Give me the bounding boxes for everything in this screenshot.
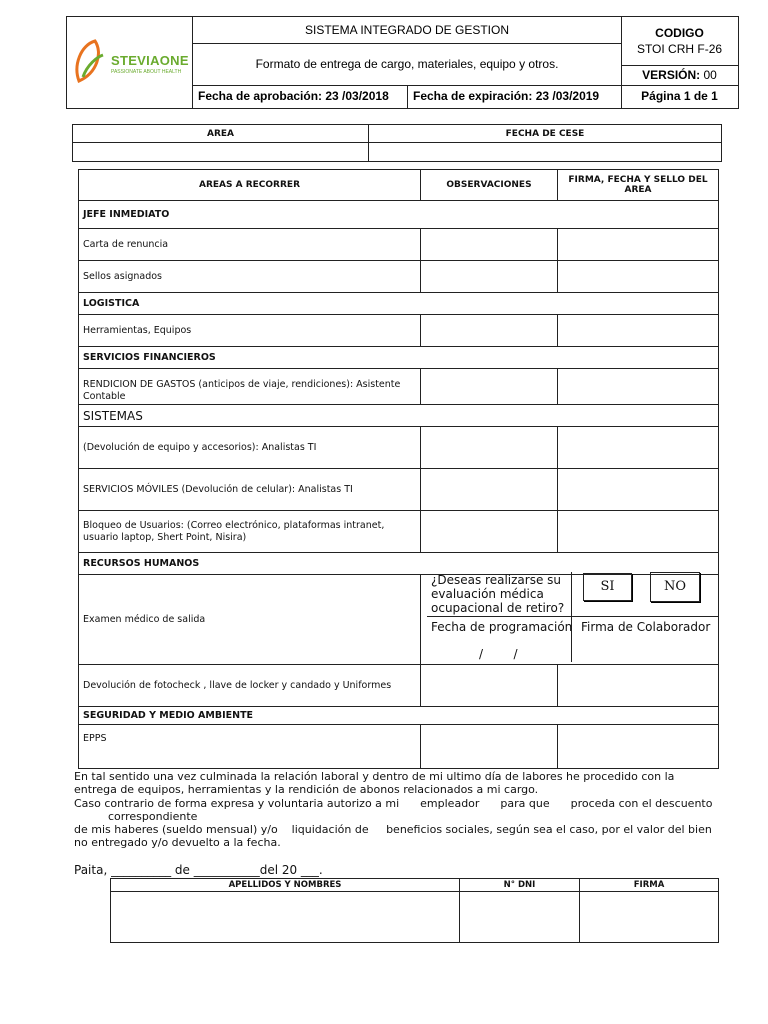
area-header: AREA bbox=[73, 125, 369, 143]
firma-cell[interactable] bbox=[558, 665, 719, 707]
version-value: 00 bbox=[703, 68, 717, 82]
format-title: Formato de entrega de cargo, materiales, equipo y otros. bbox=[255, 57, 559, 71]
section-sistemas: SISTEMAS bbox=[79, 405, 719, 427]
fecha-aprobacion: Fecha de aprobación: 23 /03/2018 bbox=[198, 89, 389, 103]
codigo-value: STOI CRH F-26 bbox=[636, 42, 723, 56]
leaf-logo-icon bbox=[73, 37, 107, 87]
firma-cell[interactable] bbox=[558, 427, 719, 469]
observaciones-cell[interactable] bbox=[421, 665, 558, 707]
logo-name: STEVIAONE bbox=[111, 53, 189, 68]
system-title: SISTEMA INTEGRADO DE GESTION bbox=[304, 23, 510, 37]
item-bloqueo-usuarios: Bloqueo de Usuarios: (Correo electrónico, plataformas intranet, usuario laptop, Shert Point, Nisira) bbox=[79, 511, 421, 553]
signature-table bbox=[110, 878, 719, 943]
firma-cell[interactable] bbox=[558, 511, 719, 553]
observaciones-cell[interactable] bbox=[421, 725, 558, 769]
item-devolucion-fotocheck: Devolución de fotocheck , llave de locker y candado y Uniformes bbox=[79, 665, 421, 707]
item-devolucion-equipo: (Devolución de equipo y accesorios): Analistas TI bbox=[79, 427, 421, 469]
dni-field[interactable] bbox=[460, 892, 580, 943]
place-date-line[interactable]: Paita, __________ de ___________del 20 ___. bbox=[74, 863, 323, 877]
paragraph-2-cont: correspondiente bbox=[108, 810, 198, 823]
item-rendicion-gastos: RENDICION DE GASTOS (anticipos de viaje, rendiciones): Asistente Contable bbox=[79, 369, 421, 405]
version-label: VERSIÓN: bbox=[642, 68, 701, 82]
codigo-label: CODIGO bbox=[655, 26, 704, 40]
paragraph-3: de mis haberes (sueldo mensual) y/o liquidación de beneficios sociales, según sea el caso, por el valor del bien no entregado y/o devuelto a la fecha. bbox=[74, 823, 716, 849]
col-areas-header: AREAS A RECORRER bbox=[79, 170, 421, 201]
section-recursos-humanos: RECURSOS HUMANOS bbox=[79, 553, 719, 575]
firma-cell[interactable] bbox=[558, 369, 719, 405]
logo-tagline: PASSIONATE ABOUT HEALTH bbox=[111, 69, 182, 75]
fecha-cese-field[interactable] bbox=[369, 143, 722, 162]
no-checkbox[interactable]: NO bbox=[650, 572, 700, 602]
checklist-table bbox=[78, 169, 719, 769]
firma-cell[interactable] bbox=[558, 229, 719, 261]
apellidos-header: APELLIDOS Y NOMBRES bbox=[111, 879, 460, 892]
paragraph-1: En tal sentido una vez culminada la relación laboral y dentro de mi ultimo día de labores he procedido con la entrega de equipos, herramientas y la rendición de abonos relacionados a mi cargo. bbox=[74, 770, 675, 796]
firma-cell[interactable] bbox=[558, 315, 719, 347]
firma-header: FIRMA bbox=[580, 879, 719, 892]
observaciones-cell[interactable] bbox=[421, 261, 558, 293]
fecha-cese-header: FECHA DE CESE bbox=[369, 125, 722, 143]
section-jefe-inmediato: JEFE INMEDIATO bbox=[79, 201, 719, 229]
item-epps: EPPS bbox=[79, 725, 421, 769]
dni-header: N° DNI bbox=[460, 879, 580, 892]
version-line bbox=[621, 68, 738, 82]
section-logistica: LOGISTICA bbox=[79, 293, 719, 315]
firma-cell[interactable] bbox=[558, 261, 719, 293]
observaciones-cell[interactable] bbox=[421, 229, 558, 261]
item-sellos-asignados: Sellos asignados bbox=[79, 261, 421, 293]
item-servicios-moviles: SERVICIOS MÓVILES (Devolución de celular): Analistas TI bbox=[79, 469, 421, 511]
fecha-programacion-label: Fecha de programación bbox=[431, 620, 573, 634]
si-checkbox[interactable]: SI bbox=[583, 573, 632, 601]
fecha-expiracion: Fecha de expiración: 23 /03/2019 bbox=[413, 89, 600, 103]
area-field[interactable] bbox=[73, 143, 369, 162]
medical-question: ¿Deseas realizarse su evaluación médica ocupacional de retiro? bbox=[431, 573, 565, 615]
firma-cell[interactable] bbox=[558, 725, 719, 769]
section-servicios-financieros: SERVICIOS FINANCIEROS bbox=[79, 347, 719, 369]
observaciones-cell[interactable] bbox=[421, 469, 558, 511]
firma-field[interactable] bbox=[580, 892, 719, 943]
item-carta-renuncia: Carta de renuncia bbox=[79, 229, 421, 261]
firma-colaborador-label: Firma de Colaborador bbox=[581, 620, 711, 634]
item-herramientas: Herramientas, Equipos bbox=[79, 315, 421, 347]
col-observaciones-header: OBSERVACIONES bbox=[421, 170, 558, 201]
col-firma-header: FIRMA, FECHA Y SELLO DEL AREA bbox=[558, 170, 719, 201]
pagina: Página 1 de 1 bbox=[641, 89, 718, 103]
observaciones-cell[interactable] bbox=[421, 315, 558, 347]
apellidos-field[interactable] bbox=[111, 892, 460, 943]
item-examen-medico: Examen médico de salida bbox=[79, 575, 421, 665]
date-slashes[interactable]: / / bbox=[479, 647, 518, 661]
observaciones-cell[interactable] bbox=[421, 369, 558, 405]
firma-cell[interactable] bbox=[558, 469, 719, 511]
company-logo bbox=[73, 35, 191, 85]
observaciones-cell[interactable] bbox=[421, 427, 558, 469]
document-header bbox=[66, 16, 739, 109]
paragraph-2: Caso contrario de forma expresa y voluntaria autorizo a mi empleador para que proceda con el descuento bbox=[74, 797, 713, 810]
section-seguridad: SEGURIDAD Y MEDIO AMBIENTE bbox=[79, 707, 719, 725]
area-table bbox=[72, 124, 722, 162]
observaciones-cell[interactable] bbox=[421, 511, 558, 553]
